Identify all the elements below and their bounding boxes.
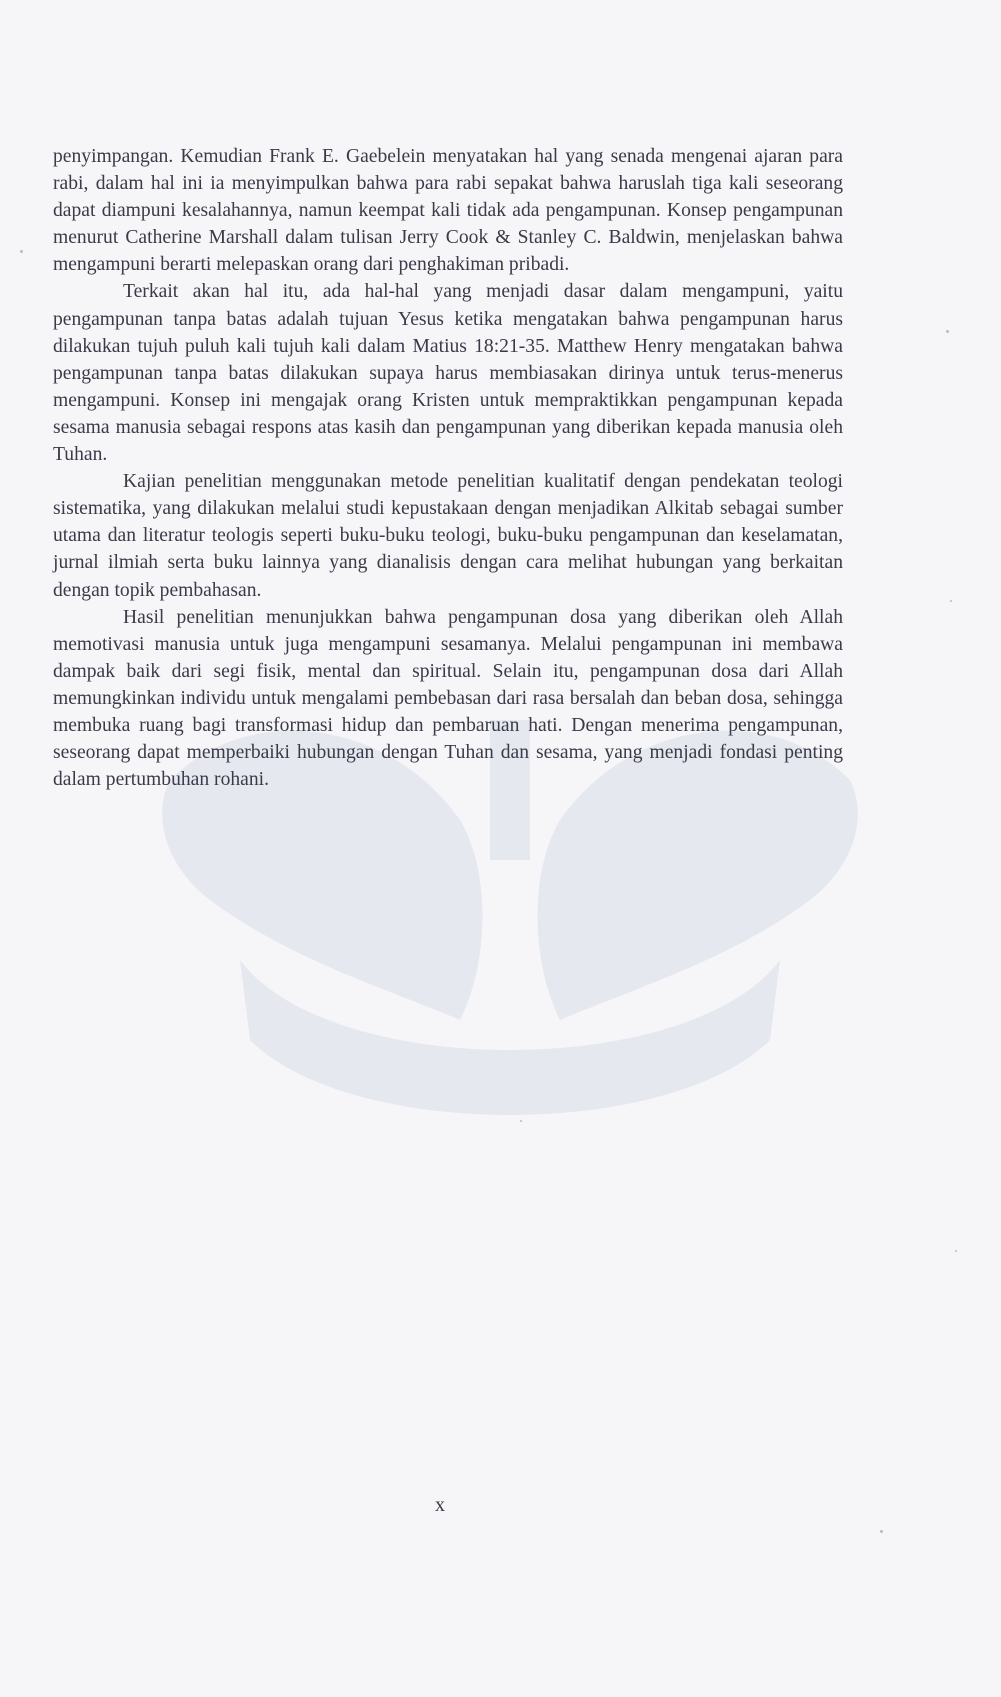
scan-speck	[946, 330, 949, 333]
paragraph-3: Kajian penelitian menggunakan metode penelitian kualitatif dengan pendekatan teologi sistematika, yang dilakukan melalui studi kepustakaan dengan menjadikan Alkitab sebagai sumber utama dan literatur teologis seperti buku-buku teologi, buku-buku pengampunan dan keselamatan, jurnal ilmiah serta buku lainnya yang dianalisis dengan cara melihat hubungan yang berkaitan dengan topik pembahasan.	[53, 471, 843, 601]
scan-speck	[955, 1250, 957, 1252]
body-text	[53, 143, 843, 793]
page-number: x	[435, 1494, 445, 1516]
scan-speck	[880, 1530, 883, 1533]
paragraph-4: Hasil penelitian menunjukkan bahwa pengampunan dosa yang diberikan oleh Allah memotivasi manusia untuk juga mengampuni sesamanya. Melalui pengampunan ini membawa dampak baik dari segi fisik, mental dan spiritual. Selain itu, pengampunan dosa dari Allah memungkinkan individu untuk mengalami pembebasan dari rasa bersalah dan beban dosa, sehingga membuka ruang bagi transformasi hidup dan pembaruan hati. Dengan menerima pengampunan, seseorang dapat memperbaiki hubungan dengan Tuhan dan sesama, yang menjadi fondasi penting dalam pertumbuhan rohani.	[53, 606, 843, 791]
scan-speck	[20, 250, 23, 253]
paragraph-1: penyimpangan. Kemudian Frank E. Gaebelein menyatakan hal yang senada mengenai ajaran para rabi, dalam hal ini ia menyimpulkan bahwa para rabi sepakat bahwa haruslah tiga kali seseorang dapat diampuni kesalahannya, namun keempat kali tidak ada pengampunan. Konsep pengampunan menurut Catherine Marshall dalam tulisan Jerry Cook & Stanley C. Baldwin, menjelaskan bahwa mengampuni berarti melepaskan orang dari penghakiman pribadi.	[53, 146, 843, 276]
scan-speck	[520, 1120, 522, 1122]
scan-speck	[950, 600, 952, 602]
paragraph-2: Terkait akan hal itu, ada hal-hal yang menjadi dasar dalam mengampuni, yaitu pengampunan tanpa batas adalah tujuan Yesus ketika mengatakan bahwa pengampunan harus dilakukan tujuh puluh kali tujuh kali dalam Matius 18:21-35. Matthew Henry mengatakan bahwa pengampunan tanpa batas dilakukan supaya harus membiasakan dirinya untuk terus-menerus mengampuni. Konsep ini mengajak orang Kristen untuk mempraktikkan pengampunan kepada sesama manusia sebagai respons atas kasih dan pengampunan yang diberikan kepada manusia oleh Tuhan.	[53, 281, 843, 466]
